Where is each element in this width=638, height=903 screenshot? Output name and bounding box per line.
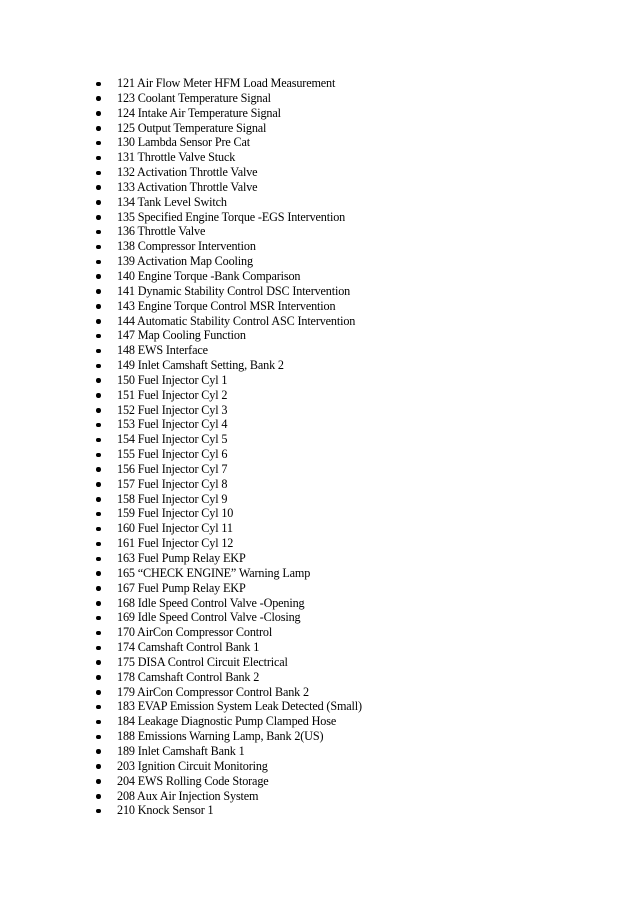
list-item-text: 168 Idle Speed Control Valve -Opening bbox=[117, 595, 305, 610]
bullet-icon bbox=[96, 467, 101, 472]
bullet-icon bbox=[96, 215, 101, 220]
bullet-icon bbox=[96, 586, 101, 591]
list-item-text: 169 Idle Speed Control Valve -Closing bbox=[117, 610, 301, 625]
list-item-text: 160 Fuel Injector Cyl 11 bbox=[117, 521, 233, 536]
list-item bbox=[96, 165, 362, 180]
list-item-text: 178 Camshaft Control Bank 2 bbox=[117, 669, 260, 684]
list-item-text: 151 Fuel Injector Cyl 2 bbox=[117, 387, 228, 402]
bullet-icon bbox=[96, 646, 101, 651]
list-item bbox=[96, 803, 362, 818]
list-item bbox=[96, 343, 362, 358]
list-item bbox=[96, 596, 362, 611]
list-item-text: 175 DISA Control Circuit Electrical bbox=[117, 654, 288, 669]
list-item bbox=[96, 432, 362, 447]
list-item-text: 148 EWS Interface bbox=[117, 343, 208, 358]
bullet-icon bbox=[96, 96, 101, 101]
list-item bbox=[96, 685, 362, 700]
list-item bbox=[96, 477, 362, 492]
list-item-text: 134 Tank Level Switch bbox=[117, 194, 227, 209]
bullet-icon bbox=[96, 764, 101, 769]
list-item bbox=[96, 759, 362, 774]
list-item bbox=[96, 536, 362, 551]
bullet-icon bbox=[96, 512, 101, 517]
list-item bbox=[96, 714, 362, 729]
bullet-icon bbox=[96, 631, 101, 636]
list-item-text: 189 Inlet Camshaft Bank 1 bbox=[117, 743, 245, 758]
list-item bbox=[96, 284, 362, 299]
bullet-icon bbox=[96, 779, 101, 784]
list-item bbox=[96, 91, 362, 106]
list-item bbox=[96, 254, 362, 269]
bullet-icon bbox=[96, 260, 101, 265]
bullet-icon bbox=[96, 497, 101, 502]
bullet-icon bbox=[96, 304, 101, 309]
list-item-text: 125 Output Temperature Signal bbox=[117, 120, 267, 135]
bullet-icon bbox=[96, 156, 101, 161]
list-item-text: 135 Specified Engine Torque -EGS Intervention bbox=[117, 209, 346, 224]
bullet-icon bbox=[96, 735, 101, 740]
list-item bbox=[96, 224, 362, 239]
list-item-text: 152 Fuel Injector Cyl 3 bbox=[117, 402, 228, 417]
bullet-icon bbox=[96, 749, 101, 754]
list-item-text: 188 Emissions Warning Lamp, Bank 2(US) bbox=[117, 729, 324, 744]
list-item-text: 153 Fuel Injector Cyl 4 bbox=[117, 417, 228, 432]
bullet-icon bbox=[96, 542, 101, 547]
bullet-icon bbox=[96, 438, 101, 443]
list-item bbox=[96, 106, 362, 121]
bullet-icon bbox=[96, 557, 101, 562]
bullet-icon bbox=[96, 453, 101, 458]
list-item-text: 170 AirCon Compressor Control bbox=[117, 625, 273, 640]
list-item bbox=[96, 210, 362, 225]
list-item bbox=[96, 521, 362, 536]
list-item-text: 138 Compressor Intervention bbox=[117, 239, 256, 254]
list-item bbox=[96, 610, 362, 625]
bullet-icon bbox=[96, 200, 101, 205]
bullet-icon bbox=[96, 245, 101, 250]
bullet-icon bbox=[96, 141, 101, 146]
bullet-icon bbox=[96, 349, 101, 354]
list-item-text: 121 Air Flow Meter HFM Load Measurement bbox=[117, 76, 336, 90]
list-item-text: 155 Fuel Injector Cyl 6 bbox=[117, 447, 228, 462]
list-item-text: 123 Coolant Temperature Signal bbox=[117, 90, 271, 105]
list-item-text: 158 Fuel Injector Cyl 9 bbox=[117, 491, 228, 506]
list-item-text: 174 Camshaft Control Bank 1 bbox=[117, 640, 260, 655]
bullet-icon bbox=[96, 571, 101, 576]
list-item-text: 154 Fuel Injector Cyl 5 bbox=[117, 432, 228, 447]
list-item-text: 208 Aux Air Injection System bbox=[117, 788, 259, 803]
list-item bbox=[96, 699, 362, 714]
list-item bbox=[96, 403, 362, 418]
list-item-text: 147 Map Cooling Function bbox=[117, 328, 246, 343]
list-item bbox=[96, 121, 362, 136]
list-item bbox=[96, 729, 362, 744]
list-item bbox=[96, 774, 362, 789]
list-item bbox=[96, 462, 362, 477]
list-item bbox=[96, 195, 362, 210]
list-item bbox=[96, 314, 362, 329]
list-item-text: 139 Activation Map Cooling bbox=[117, 254, 253, 269]
list-item-text: 183 EVAP Emission System Leak Detected (Small) bbox=[117, 699, 362, 714]
list-item bbox=[96, 135, 362, 150]
list-item bbox=[96, 655, 362, 670]
list-item bbox=[96, 492, 362, 507]
list-item-text: 124 Intake Air Temperature Signal bbox=[117, 105, 281, 120]
list-item-text: 149 Inlet Camshaft Setting, Bank 2 bbox=[117, 358, 284, 373]
bullet-icon bbox=[96, 809, 101, 814]
list-item-text: 165 “CHECK ENGINE” Warning Lamp bbox=[117, 565, 311, 580]
bullet-icon bbox=[96, 289, 101, 294]
list-item-text: 131 Throttle Valve Stuck bbox=[117, 150, 236, 165]
bullet-icon bbox=[96, 126, 101, 131]
list-item-text: 130 Lambda Sensor Pre Cat bbox=[117, 135, 250, 150]
list-item-text: 179 AirCon Compressor Control Bank 2 bbox=[117, 684, 309, 699]
bullet-icon bbox=[96, 482, 101, 487]
list-item-text: 141 Dynamic Stability Control DSC Intervention bbox=[117, 283, 351, 298]
bullet-icon bbox=[96, 334, 101, 339]
list-item bbox=[96, 506, 362, 521]
list-item bbox=[96, 417, 362, 432]
list-item bbox=[96, 551, 362, 566]
list-item-text: 150 Fuel Injector Cyl 1 bbox=[117, 372, 228, 387]
list-item-text: 156 Fuel Injector Cyl 7 bbox=[117, 461, 228, 476]
bullet-icon bbox=[96, 364, 101, 369]
list-item bbox=[96, 373, 362, 388]
bullet-icon bbox=[96, 378, 101, 383]
list-item-text: 203 Ignition Circuit Monitoring bbox=[117, 758, 268, 773]
list-item-text: 140 Engine Torque -Bank Comparison bbox=[117, 268, 301, 283]
list-item bbox=[96, 328, 362, 343]
list-item-text: 163 Fuel Pump Relay EKP bbox=[117, 551, 246, 565]
list-item bbox=[96, 670, 362, 685]
list-item bbox=[96, 150, 362, 165]
list-item bbox=[96, 566, 362, 581]
list-item bbox=[96, 239, 362, 254]
list-item-text: 210 Knock Sensor 1 bbox=[117, 803, 214, 818]
bullet-icon bbox=[96, 675, 101, 680]
list-item-text: 204 EWS Rolling Code Storage bbox=[117, 773, 269, 788]
bullet-icon bbox=[96, 230, 101, 235]
list-item bbox=[96, 640, 362, 655]
list-item bbox=[96, 581, 362, 596]
bullet-icon bbox=[96, 660, 101, 665]
list-item bbox=[96, 76, 362, 91]
list-item-text: 136 Throttle Valve bbox=[117, 224, 206, 239]
list-item-text: 132 Activation Throttle Valve bbox=[117, 165, 258, 180]
list-item bbox=[96, 447, 362, 462]
list-item-text: 184 Leakage Diagnostic Pump Clamped Hose bbox=[117, 714, 337, 729]
bullet-icon bbox=[96, 408, 101, 413]
list-item bbox=[96, 299, 362, 314]
bullet-icon bbox=[96, 423, 101, 428]
bullet-icon bbox=[96, 82, 101, 87]
bullet-icon bbox=[96, 690, 101, 695]
list-item-text: 144 Automatic Stability Control ASC Intervention bbox=[117, 313, 356, 328]
list-item bbox=[96, 269, 362, 284]
bullet-icon bbox=[96, 274, 101, 279]
fault-code-list bbox=[96, 76, 362, 818]
bullet-icon bbox=[96, 171, 101, 176]
list-item bbox=[96, 358, 362, 373]
bullet-icon bbox=[96, 601, 101, 606]
bullet-icon bbox=[96, 705, 101, 710]
list-item-text: 157 Fuel Injector Cyl 8 bbox=[117, 476, 228, 491]
list-item bbox=[96, 388, 362, 403]
list-item bbox=[96, 744, 362, 759]
list-item-text: 167 Fuel Pump Relay EKP bbox=[117, 580, 246, 595]
list-item bbox=[96, 180, 362, 195]
bullet-icon bbox=[96, 720, 101, 725]
bullet-icon bbox=[96, 111, 101, 116]
bullet-icon bbox=[96, 185, 101, 190]
list-item bbox=[96, 789, 362, 804]
bullet-icon bbox=[96, 527, 101, 532]
list-item-text: 159 Fuel Injector Cyl 10 bbox=[117, 506, 234, 521]
list-item-text: 161 Fuel Injector Cyl 12 bbox=[117, 536, 234, 551]
bullet-icon bbox=[96, 319, 101, 324]
list-item-text: 133 Activation Throttle Valve bbox=[117, 179, 258, 194]
bullet-icon bbox=[96, 393, 101, 398]
list-item-text: 143 Engine Torque Control MSR Intervention bbox=[117, 298, 336, 313]
bullet-icon bbox=[96, 616, 101, 621]
bullet-icon bbox=[96, 794, 101, 799]
list-item bbox=[96, 625, 362, 640]
